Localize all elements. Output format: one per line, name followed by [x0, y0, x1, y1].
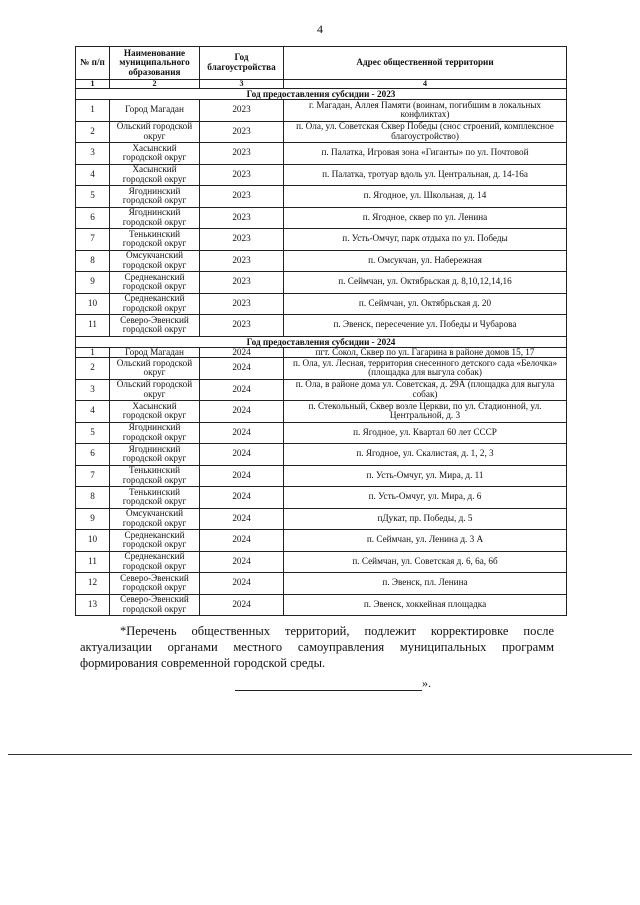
cell-address: п. Сеймчан, ул. Октябрьская д. 20 — [284, 293, 567, 315]
cell-year: 2023 — [200, 250, 284, 272]
page-number: 4 — [317, 22, 323, 36]
cell-address: п. Эвенск, хоккейная площадка — [284, 594, 567, 616]
cell-number: 10 — [76, 293, 110, 315]
table-row — [76, 164, 567, 186]
cell-year: 2024 — [200, 573, 284, 595]
table-row — [76, 207, 567, 229]
cell-municipality: Среднеканский городской округ — [110, 293, 200, 315]
cell-municipality: Тенькинский городской округ — [110, 465, 200, 487]
cell-number: 6 — [76, 444, 110, 466]
section-title: Год предоставления субсидии - 2024 — [76, 336, 567, 347]
cell-year: 2023 — [200, 164, 284, 186]
cell-number: 2 — [76, 121, 110, 143]
cell-number: 12 — [76, 573, 110, 595]
table-row — [76, 508, 567, 530]
cell-municipality: Ягоднинский городской округ — [110, 444, 200, 466]
cell-address: п. Эвенск, пересечение ул. Победы и Чубарова — [284, 315, 567, 337]
cell-number: 5 — [76, 422, 110, 444]
cell-year: 2024 — [200, 530, 284, 552]
cell-municipality: Ольский городской округ — [110, 379, 200, 401]
column-number: 1 — [76, 80, 110, 89]
cell-year: 2023 — [200, 143, 284, 165]
cell-municipality: Хасынский городской округ — [110, 164, 200, 186]
header-address: Адрес общественной территории — [284, 47, 567, 80]
cell-number: 8 — [76, 250, 110, 272]
cell-year: 2024 — [200, 594, 284, 616]
cell-year: 2023 — [200, 207, 284, 229]
table-row — [76, 594, 567, 616]
closing-mark: ». — [422, 676, 431, 690]
cell-municipality: Северо-Эвенский городской округ — [110, 315, 200, 337]
header-municipality: Наименование муниципального образования — [110, 47, 200, 80]
cell-number: 7 — [76, 229, 110, 251]
table-header-row — [76, 47, 567, 80]
cell-municipality: Омсукчанский городской округ — [110, 250, 200, 272]
cell-address: п. Ола, в районе дома ул. Советская, д. 29А (площадка для выгула собак) — [284, 379, 567, 401]
cell-number: 4 — [76, 401, 110, 423]
table-row — [76, 551, 567, 573]
cell-number: 1 — [76, 347, 110, 358]
cell-address: пДукат, пр. Победы, д. 5 — [284, 508, 567, 530]
cell-year: 2024 — [200, 508, 284, 530]
table-row — [76, 121, 567, 143]
cell-municipality: Ягоднинский городской округ — [110, 207, 200, 229]
cell-year: 2024 — [200, 401, 284, 423]
table-row — [76, 100, 567, 122]
cell-number: 11 — [76, 551, 110, 573]
cell-number: 11 — [76, 315, 110, 337]
cell-address: пгт. Сокол, Сквер по ул. Гагарина в районе домов 15, 17 — [284, 347, 567, 358]
table-row — [76, 465, 567, 487]
cell-address: п. Палатка, Игровая зона «Гиганты» по ул. Почтовой — [284, 143, 567, 165]
cell-address: п. Омсукчан, ул. Набережная — [284, 250, 567, 272]
territories-table — [75, 46, 567, 616]
cell-year: 2023 — [200, 315, 284, 337]
cell-address: п. Ягодное, ул. Школьная, д. 14 — [284, 186, 567, 208]
cell-number: 7 — [76, 465, 110, 487]
cell-municipality: Среднеканский городской округ — [110, 272, 200, 294]
column-number: 4 — [284, 80, 567, 89]
table-row — [76, 422, 567, 444]
table-row — [76, 347, 567, 358]
table-body — [76, 89, 567, 616]
cell-address: г. Магадан, Аллея Памяти (воинам, погибшим в локальных конфликтах) — [284, 100, 567, 122]
cell-address: п. Эвенск, пл. Ленина — [284, 573, 567, 595]
closing-line — [235, 676, 431, 691]
table-row — [76, 401, 567, 423]
column-number: 3 — [200, 80, 284, 89]
cell-year: 2024 — [200, 358, 284, 380]
cell-municipality: Город Магадан — [110, 100, 200, 122]
cell-year: 2024 — [200, 379, 284, 401]
signature-underline — [235, 680, 422, 691]
cell-year: 2024 — [200, 465, 284, 487]
cell-municipality: Ольский городской округ — [110, 121, 200, 143]
table-row — [76, 487, 567, 509]
cell-number: 1 — [76, 100, 110, 122]
cell-address: п. Ягодное, ул. Квартал 60 лет СССР — [284, 422, 567, 444]
cell-number: 3 — [76, 379, 110, 401]
table-row — [76, 444, 567, 466]
table-row — [76, 293, 567, 315]
cell-year: 2023 — [200, 229, 284, 251]
header-year: Год благоустройства — [200, 47, 284, 80]
cell-year: 2024 — [200, 551, 284, 573]
cell-number: 4 — [76, 164, 110, 186]
cell-address: п. Сеймчан, ул. Советская д. 6, 6а, 6б — [284, 551, 567, 573]
cell-year: 2023 — [200, 272, 284, 294]
cell-municipality: Северо-Эвенский городской округ — [110, 594, 200, 616]
cell-address: п. Ягодное, ул. Скалистая, д. 1, 2, 3 — [284, 444, 567, 466]
cell-number: 5 — [76, 186, 110, 208]
header-number: № п/п — [76, 47, 110, 80]
column-number-row — [76, 80, 567, 89]
cell-address: п. Сеймчан, ул. Октябрьская д. 8,10,12,14,16 — [284, 272, 567, 294]
table-row — [76, 250, 567, 272]
table-row — [76, 272, 567, 294]
cell-number: 13 — [76, 594, 110, 616]
table-row — [76, 358, 567, 380]
cell-year: 2023 — [200, 293, 284, 315]
table-row — [76, 530, 567, 552]
cell-number: 10 — [76, 530, 110, 552]
section-title-row — [76, 336, 567, 347]
page-divider — [8, 754, 632, 755]
section-title: Год предоставления субсидии - 2023 — [76, 89, 567, 100]
table-row — [76, 143, 567, 165]
cell-address: п. Усть-Омчуг, ул. Мира, д. 6 — [284, 487, 567, 509]
cell-number: 3 — [76, 143, 110, 165]
cell-municipality: Северо-Эвенский городской округ — [110, 573, 200, 595]
footnote: *Перечень общественных территорий, подлежит корректировке после актуализации органами местного самоуправления муниципальных программ формирования современной городской среды. — [80, 624, 554, 670]
cell-municipality: Омсукчанский городской округ — [110, 508, 200, 530]
cell-municipality: Хасынский городской округ — [110, 143, 200, 165]
cell-municipality: Ольский городской округ — [110, 358, 200, 380]
table-row — [76, 573, 567, 595]
cell-municipality: Среднеканский городской округ — [110, 530, 200, 552]
cell-address: п. Стекольный, Сквер возле Церкви, по ул. Стадионной, ул. Центральной, д. 3 — [284, 401, 567, 423]
cell-number: 9 — [76, 508, 110, 530]
cell-address: п. Усть-Омчуг, ул. Мира, д. 11 — [284, 465, 567, 487]
cell-year: 2024 — [200, 347, 284, 358]
cell-number: 6 — [76, 207, 110, 229]
cell-address: п. Усть-Омчуг, парк отдыха по ул. Победы — [284, 229, 567, 251]
cell-number: 2 — [76, 358, 110, 380]
cell-address: п. Палатка, тротуар вдоль ул. Центральная, д. 14-16а — [284, 164, 567, 186]
cell-municipality: Ягоднинский городской округ — [110, 186, 200, 208]
cell-address: п. Ола, ул. Лесная, территория снесенного детского сада «Белочка» (площадка для выгула собак) — [284, 358, 567, 380]
table-row — [76, 315, 567, 337]
cell-number: 8 — [76, 487, 110, 509]
table-row — [76, 229, 567, 251]
cell-address: п. Ягодное, сквер по ул. Ленина — [284, 207, 567, 229]
cell-address: п. Ола, ул. Советская Сквер Победы (снос строений, комплексное благоустройство) — [284, 121, 567, 143]
cell-number: 9 — [76, 272, 110, 294]
cell-municipality: Хасынский городской округ — [110, 401, 200, 423]
table-row — [76, 186, 567, 208]
cell-year: 2024 — [200, 422, 284, 444]
cell-municipality: Тенькинский городской округ — [110, 229, 200, 251]
column-number: 2 — [110, 80, 200, 89]
cell-municipality: Тенькинский городской округ — [110, 487, 200, 509]
table-row — [76, 379, 567, 401]
cell-year: 2023 — [200, 121, 284, 143]
cell-year: 2024 — [200, 487, 284, 509]
cell-municipality: Город Магадан — [110, 347, 200, 358]
cell-municipality: Среднеканский городской округ — [110, 551, 200, 573]
cell-year: 2024 — [200, 444, 284, 466]
cell-municipality: Ягоднинский городской округ — [110, 422, 200, 444]
cell-year: 2023 — [200, 100, 284, 122]
section-title-row — [76, 89, 567, 100]
cell-year: 2023 — [200, 186, 284, 208]
cell-address: п. Сеймчан, ул. Ленина д. 3 А — [284, 530, 567, 552]
